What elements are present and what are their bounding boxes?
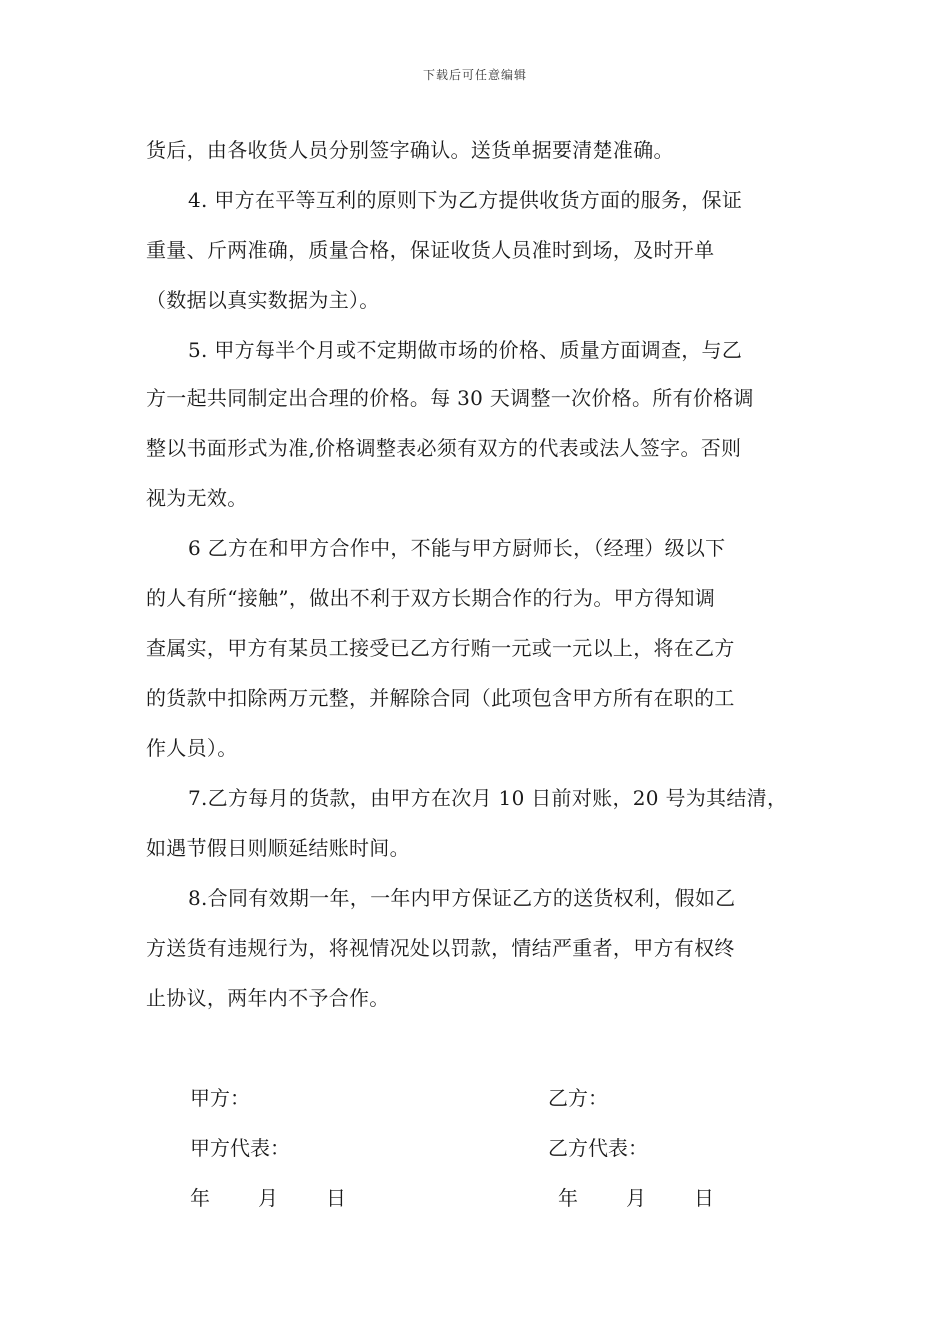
party-b-date-year: 年	[558, 1186, 578, 1210]
party-b-label: 乙方：	[548, 1086, 608, 1110]
clause-6-line-1: 6 乙方在和甲方合作中，不能与甲方厨师长，（经理）级以下	[188, 536, 726, 560]
party-a-rep-label: 甲方代表：	[190, 1136, 290, 1160]
page-header: 下载后可任意编辑	[422, 68, 527, 82]
party-a-date-year: 年	[190, 1186, 210, 1210]
clause-7-line-1: 7.乙方每月的货款，由甲方在次月 10 日前对账，20 号为其结清，	[188, 786, 788, 810]
clause-5-line-1: 5. 甲方每半个月或不定期做市场的价格、质量方面调查，与乙	[188, 338, 743, 362]
clause-5-line-3: 整以书面形式为准,价格调整表必须有双方的代表或法人签字。否则	[146, 436, 742, 460]
party-b-date-day: 日	[694, 1186, 714, 1210]
clause-4-line-3: （数据以真实数据为主）。	[146, 288, 380, 312]
party-b-rep-label: 乙方代表：	[548, 1136, 648, 1160]
party-a-date-month: 月	[258, 1186, 278, 1210]
clause-8-line-3: 止协议，两年内不予合作。	[146, 986, 390, 1010]
party-b-date-month: 月	[626, 1186, 646, 1210]
party-a-label: 甲方：	[190, 1086, 250, 1110]
clause-6-line-3: 查属实，甲方有某员工接受已乙方行贿一元或一元以上，将在乙方	[146, 636, 735, 660]
clause-6-line-4: 的货款中扣除两万元整，并解除合同（此项包含甲方所有在职的工	[146, 686, 735, 710]
party-b-date	[558, 1184, 714, 1212]
clause-5-line-2: 方一起共同制定出合理的价格。每 30 天调整一次价格。所有价格调	[146, 386, 754, 410]
clause-8-line-2: 方送货有违规行为，将视情况处以罚款，情结严重者，甲方有权终	[146, 936, 735, 960]
clause-5-line-4: 视为无效。	[146, 486, 248, 510]
party-a-date	[190, 1184, 346, 1212]
party-a-date-day: 日	[326, 1186, 346, 1210]
clause-4-line-2: 重量、斤两准确，质量合格，保证收货人员准时到场，及时开单	[146, 238, 715, 262]
clause-8-line-1: 8.合同有效期一年，一年内甲方保证乙方的送货权利，假如乙	[188, 886, 736, 910]
clause-6-line-5: 作人员）。	[146, 736, 238, 760]
clause-6-line-2: 的人有所“接触”，做出不利于双方长期合作的行为。甲方得知调	[146, 586, 716, 610]
clause-7-line-2: 如遇节假日则顺延结账时间。	[146, 836, 410, 860]
clause-4-line-1: 4. 甲方在平等互利的原则下为乙方提供收货方面的服务，保证	[188, 188, 743, 212]
body-line-1: 货后，由各收货人员分别签字确认。送货单据要清楚准确。	[146, 138, 674, 162]
